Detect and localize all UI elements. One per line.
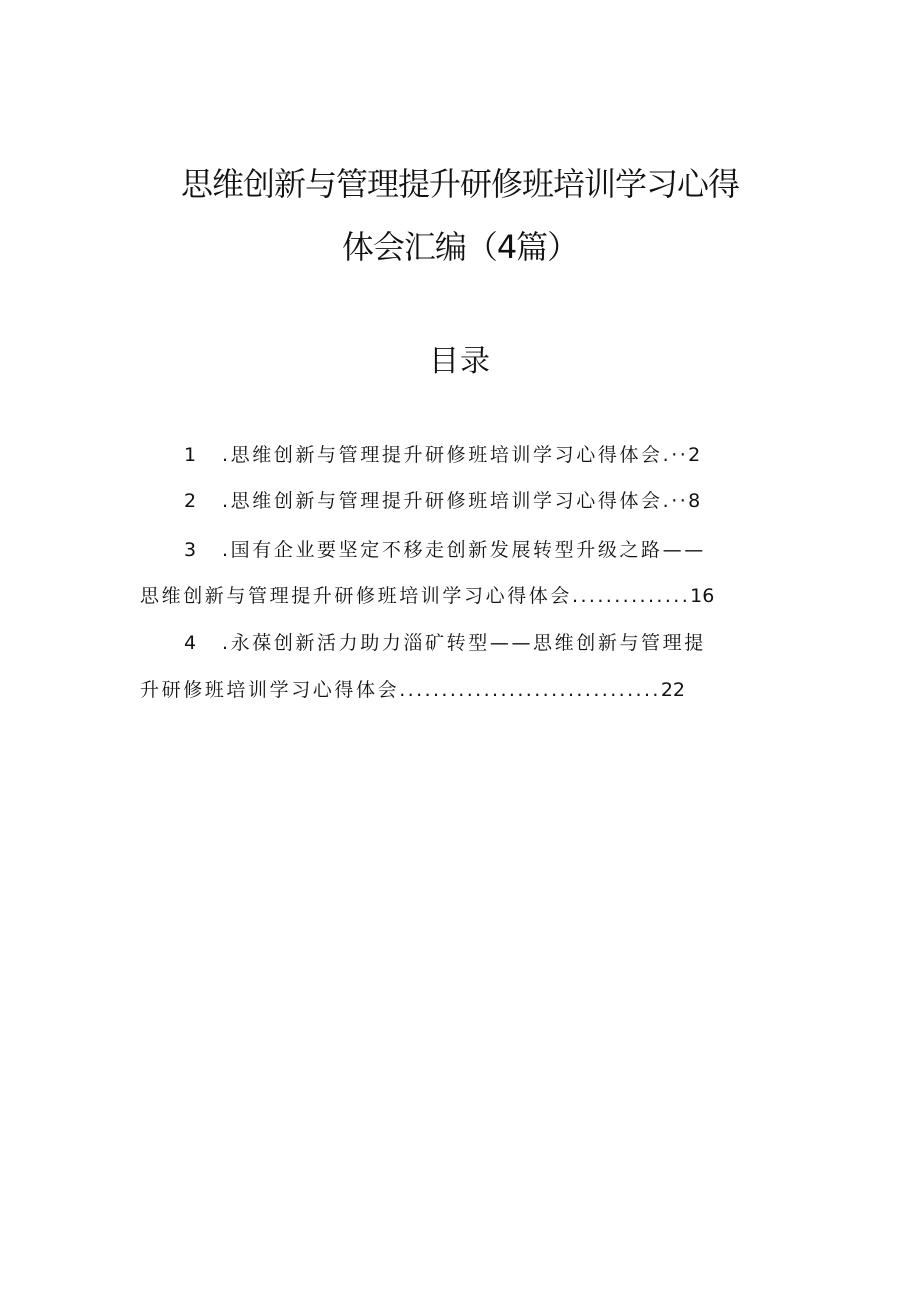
toc-entry-text: .思维创新与管理提升研修班培训学习心得体会. [222, 444, 672, 466]
toc-entry-number: 2 [184, 490, 197, 512]
toc-entry-3-line-2[interactable] [140, 583, 714, 609]
toc-entry-text: .思维创新与管理提升研修班培训学习心得体会. [222, 490, 672, 512]
document-title-line-2: 体会汇编（4篇） [341, 228, 579, 266]
toc-entry-page: 8 [688, 490, 701, 512]
toc-entry-number: 1 [184, 444, 197, 466]
toc-entry-number: 4 [184, 632, 197, 654]
toc-entry-page: 2 [688, 444, 701, 466]
toc-entry-page: 22 [660, 679, 686, 701]
toc-entry-leader: .............. [572, 585, 691, 607]
toc-entry-number: 3 [184, 539, 197, 561]
toc-entry-text: 升研修班培训学习心得体会 [140, 679, 400, 701]
toc-entry-leader: ·· [671, 444, 689, 466]
toc-entry-leader: ............................... [399, 679, 661, 701]
toc-entry-text: .永葆创新活力助力淄矿转型——思维创新与管理提 [222, 632, 706, 654]
toc-entry-text: 思维创新与管理提升研修班培训学习心得体会 [140, 585, 573, 607]
toc-entry-leader: ·· [671, 490, 689, 512]
toc-entry-4-line-2[interactable] [140, 677, 685, 703]
toc-entry-3-line-1[interactable] [184, 537, 706, 563]
toc-heading: 目录 [429, 344, 491, 379]
toc-entry-4-line-1[interactable] [184, 630, 706, 656]
toc-entry-text: .国有企业要坚定不移走创新发展转型升级之路—— [222, 539, 706, 561]
toc-entry-2[interactable] [184, 488, 700, 514]
document-title-line-1: 思维创新与管理提升研修班培训学习心得 [180, 165, 739, 203]
toc-entry-page: 16 [690, 585, 715, 607]
toc-entry-1[interactable] [184, 442, 700, 468]
